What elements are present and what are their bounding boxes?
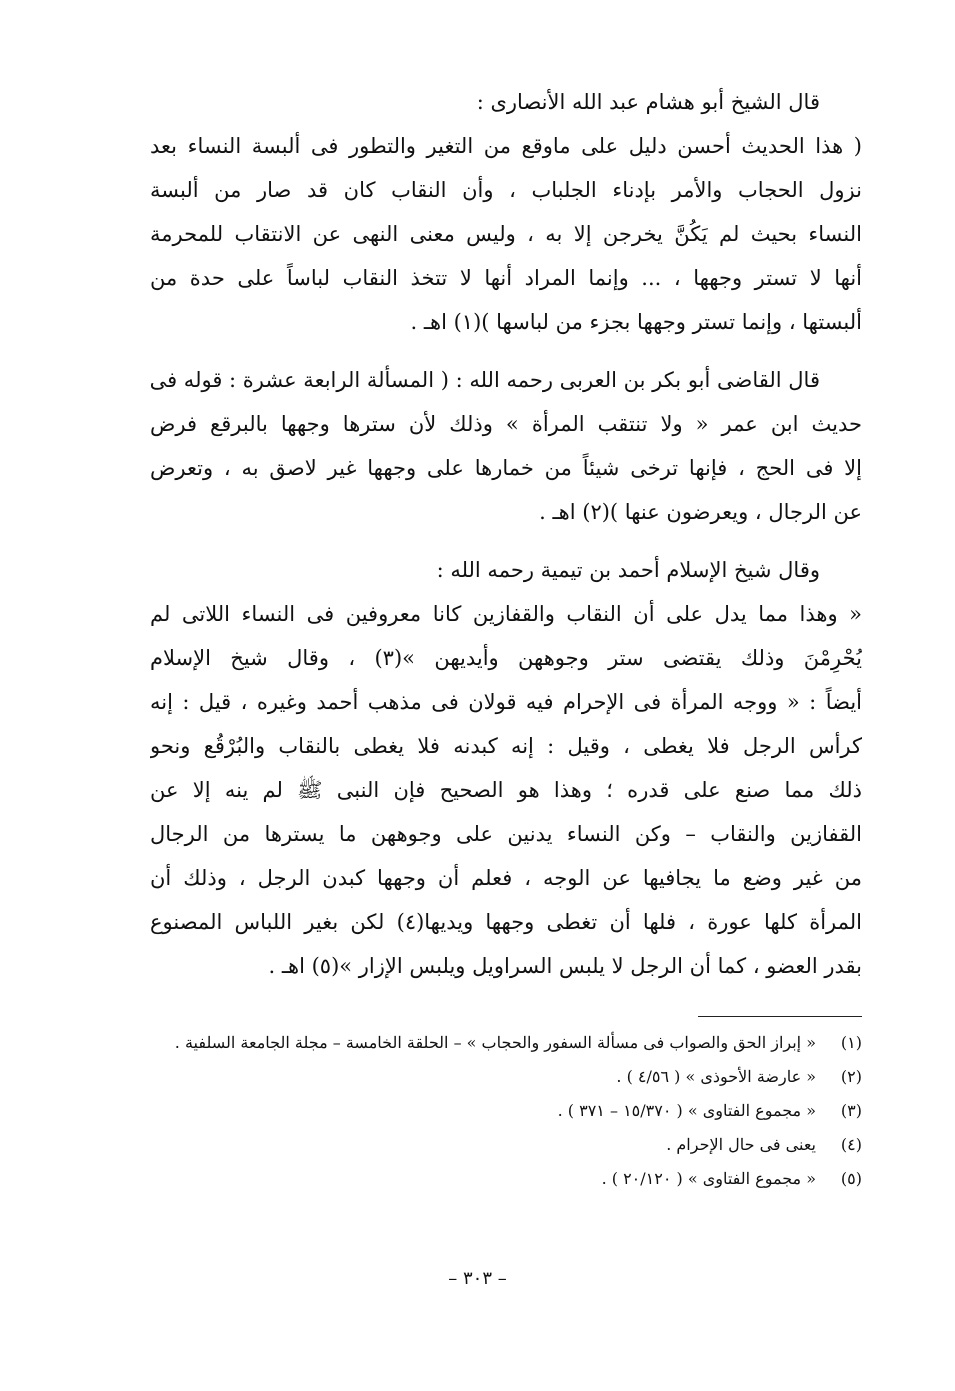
- footnote-number: (١): [840, 1033, 862, 1052]
- text-line: « وهذا مما يدل على أن النقاب والقفازين كانا معروفين فى النساء اللاتى لم: [150, 602, 862, 626]
- text-line: ( هذا الحديث أحسن دليل على ماوقع من التغير والتطور فى ألبسة النساء بعد: [150, 134, 862, 158]
- text-line: القفازين والنقاب – وكن النساء يدنين على وجوههن ما يسترها من الرجال: [150, 822, 862, 846]
- footnote: [150, 1060, 862, 1094]
- footnote: [150, 1094, 862, 1128]
- text-line: بقدر العضو ، كما أن الرجل لا يلبس السراويل ويلبس الإزار »(٥) اهـ .: [268, 954, 862, 978]
- footnote: [150, 1162, 862, 1196]
- page-number: – ٣٠٣ –: [448, 1268, 507, 1289]
- text-line: أنها لا تستر وجهها ، ... وإنما المراد أنها لا تتخذ النقاب لباساً على حدة من: [150, 266, 862, 290]
- footnote-text: يعنى فى حال الإحرام .: [666, 1135, 816, 1154]
- paragraph-heading: قال الشيخ أبو هشام عبد الله الأنصارى :: [476, 90, 820, 114]
- text-line: إلا فى الحج ، فإنها ترخى شيئاً من خمارها على وجهها غير لاصق به ، وتعرض: [150, 456, 862, 480]
- paragraph-ibn-alarabi: [150, 358, 862, 534]
- text-line: ذلك مما صنع على قدره ؛ وهذا هو الصحيح فإن النبى ﷺ لم ينه إلا عن: [150, 778, 862, 802]
- footnote-number: (٣): [840, 1101, 862, 1120]
- footnote-number: (٢): [840, 1067, 862, 1086]
- paragraph-ibn-taymiyyah: [150, 548, 862, 988]
- footnote-number: (٥): [840, 1169, 862, 1188]
- footnote-text: « إبراز الحق والصواب فى مسألة السفور والحجاب » – الحلقة الخامسة – مجلة الجامعة السلفية .: [174, 1033, 816, 1052]
- footnote: [150, 1128, 862, 1162]
- footnote-text: « عارضة الأحوذى » ( ٤/٥٦ ) .: [616, 1067, 816, 1086]
- text-line: نزول الحجاب والأمر بإدناء الجلباب ، وأن النقاب كان قد صار من ألبسة: [150, 178, 862, 202]
- text-line: المرأة كلها عورة ، فلها أن تغطى وجهها ويديها(٤) لكن بغير اللباس المصنوع: [150, 910, 862, 934]
- paragraph-ansari: [150, 80, 862, 344]
- footnote-text: « مجموع الفتاوى » ( ١٥/٣٧٠ – ٣٧١ ) .: [557, 1101, 816, 1120]
- text-line: حديث ابن عمر « ولا تنتقب المرأة » وذلك لأن سترها وجهها بالبرقع فرض: [150, 412, 862, 436]
- text-line: يُحْرِمْنَ وذلك يقتضى ستر وجوههن وأيديهن »(٣) ، وقال شيخ الإسلام: [150, 646, 862, 670]
- footnote-text: « مجموع الفتاوى » ( ٢٠/١٢٠ ) .: [601, 1169, 816, 1188]
- paragraph-heading: وقال شيخ الإسلام أحمد بن تيمية رحمه الله :: [436, 558, 820, 582]
- text-line: من غير وضع ما يجافيها عن الوجه ، فعلم أن وجهها كبدن الرجل ، وذلك أن: [150, 866, 862, 890]
- footnotes: [150, 1026, 862, 1196]
- text-line: عن الرجال ، ويعرضون عنها )(٢) اهـ .: [539, 500, 862, 524]
- text-line: كرأس الرجل فلا يغطى ، وقيل : إنه كبدنه فلا يغطى بالنقاب والبُرْقُع ونحو: [150, 734, 862, 758]
- main-text: [150, 80, 862, 988]
- footnote-separator: [698, 1016, 862, 1017]
- text-line: النساء بحيث لم يَكُنَّ يخرجن إلا به ، وليس معنى النهى عن الانتقاب للمحرمة: [150, 222, 862, 246]
- footnote-number: (٤): [840, 1135, 862, 1154]
- text-line: ألبستها ، وإنما تستر وجهها بجزء من لباسها )(١) اهـ .: [410, 310, 862, 334]
- text-line: أيضاً : « ووجه المرأة فى الإحرام فيه قولان فى مذهب أحمد وغيره ، قيل : إنه: [150, 690, 862, 714]
- text-line: قال القاضى أبو بكر بن العربى رحمه الله : ( المسألة الرابعة عشرة : قوله فى: [150, 368, 820, 392]
- footnote: [150, 1026, 862, 1060]
